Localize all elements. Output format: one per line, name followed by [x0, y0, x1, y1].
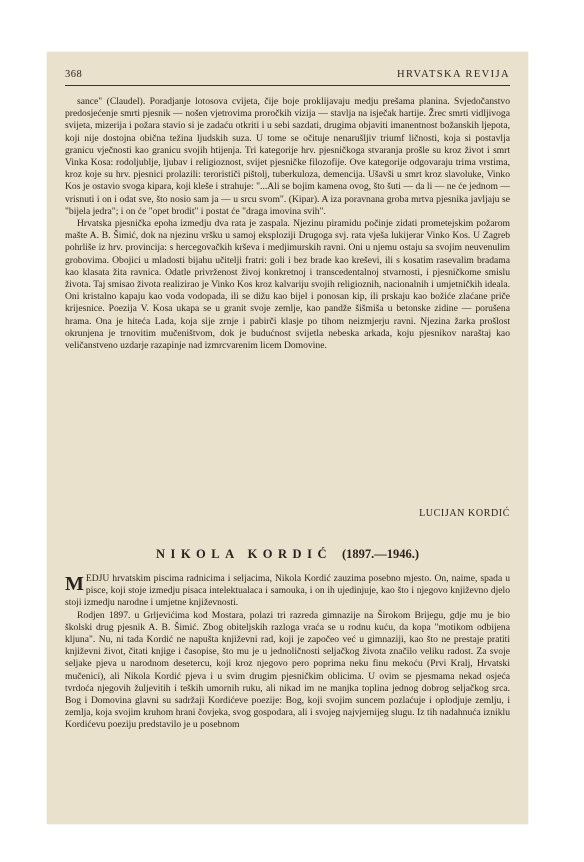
page-number: 368	[65, 69, 83, 80]
drop-cap: M	[65, 573, 84, 595]
running-header	[65, 69, 510, 85]
article-body-kordic	[65, 573, 510, 732]
journal-title: HRVATSKA REVIJA	[396, 69, 510, 80]
section-heading	[47, 547, 528, 562]
book-page	[47, 52, 528, 824]
first-paragraph-text: EDJU hrvatskim piscima radnicima i seljacima, Nikola Kordić zauzima posebno mjesto. On, naime, spada u pisce, koji stoje izmedju pisaca intelektualaca i samouka, i on ih ujedinjuje, kao što i njegovo književno djelo stoji izmedju narodne i umjetne književnosti.	[65, 573, 510, 609]
paragraph: sance" (Claudel). Poradjanje lotosova cvijeta, čije boje proklijavaju medju prešama planina. Svjedočanstvo predosjećenje smrti pjesnik — nošen vjetrovima proročkih vizija — stavlja na isječak hartije. Žrec smrti vidljivoga svijeta, mizerija i požara stavio si je zadaću otkriti i u sebi sazdati, drugima objaviti imanentnost božanskih ljepota, koji nije dostojna obična težina ljudskih suza. U tome se očituje nenarušljiv triumf ličnosti, koja si postavlja granicu vječnosti kao granicu svojih htijenja. Tri kategorije hrv. pjesničkoga stvaranja prošle su kroz život i smrt Vinka Kosa: rodoljublje, ljubav i religioznost, svijet pjesničke filozofije. Ove kategorije odgovaraju trima vrstima, kroz koje su hrv. pjesnici prolazili: terorističi pištolj, tuberkuloza, demencija. Ušavši u smrt kroz slavoluke, Vinko Kos je ostavio svoga kipara, koji kleše i strahuje: "...Ali se bojim kamena ovog, što šuti — da li — ne će jednom — vrisnuti i on i odat sve, što nosio sam ja — u srcu svom". (Kipar). A iza poravnana groba mrtva pjesnika javljaju se "bijela jedra"; i on će "opet brodit" i postat će "draga imovina svih".	[65, 96, 510, 217]
paragraph: Rodjen 1897. u Grljevićima kod Mostara, polazi tri razreda gimnazije na Širokom Brijegu, gdje mu je bio školski drug pjesnik A. B. Šimić. Zbog obiteljskih razloga vraća se u rodnu kuću, da kopa "motikom odbijena kljuna". Nu, ni tada Kordić ne napušta književni rad, koji je započeo već u gimnaziji, kao što ne prestaje pratiti književni život, čitati knjige i časopise, što mu je u jednoličnosti seljačkog života značilo veliku radost. Za svoje seljake pjeva u narodnom desetercu, koji kroz njegovo pero poprima neku finu mekoću (Prvi Kralj, Hrvatski mučenici), ali Nikola Kordić pjeva i u svim drugim pjesničkim oblicima. U ovim se pjesmama nekad osjeća tvrdoća njegovih žuljevitih i teških umornih ruku, ali nikad im ne manjka toplina jednog dobrog seljačkog srca. Bog i Domovina glavni su sadržaji Kordićeve poezije: Bog, koji svojim suncem pozlaćuje i oplodjuje zemlju, i zemlja, koja svojim kruhom hrani čovjeka, svog gospodara, ali i svojeg najvjernijeg slugu. Iz tih nadahnuća izniklu Kordićevu poeziju predstavilo je u posebnom	[65, 609, 510, 731]
heading-years: (1897.—1946.)	[341, 547, 420, 561]
paragraph	[65, 573, 510, 610]
article-body-kos	[65, 96, 510, 352]
paragraph: Hrvatska pjesnička epoha izmedju dva rata je zaspala. Njezinu piramidu počinje zidati prometejskim požarom mašte A. B. Šimić, dok na njezinu vršku u samoj eksploziji Drugoga svj. rata vješa lukijerar Vinko Kos. U Zagreb pohrliše iz hrv. provincija: s hercegovačkih krševa i medjimurskih ravni. Oni u njemu ostaju sa svojim neuvenulim grobovima. Obojici u mladosti bijahu učitelji fratri: goli i bez brade kao kreševi, ili s kosatim rasevalim bradama kao klasata žita ravnica. Odatle privrženost živoj konkretnoj i transcedentalnoj stvarnosti, i pjesničkome smislu života. Taj smisao života realizirao je Vinko Kos kroz kalvariju svojih religioznih, nacionalnih i umjetničkih ideala. Oni kristalno kapaju kao voda vodopada, ili se dižu kao bijel i ponosan kip, ili prskaju kao božiće zlaćane priče krijesnice. Poezija V. Kosa ukapa se u granit svoje zemlje, kao pandže šišmiša u betonske zidine — porušena hrama. Ona je hiteća Lada, koja sije zrnje i pabirči klasje po tihom neizmjerju ravni. Njezina žarka prošlost okrunjena je trnovitim mučeništvom, dok je budućnost svijetla nebeska arkada, koju pjesnikov naraštaj kao veličanstveno uzdarje razapinje nad izmrcvarenim licem Domovine.	[65, 218, 510, 352]
heading-name: NIKOLA KORDIĆ	[155, 547, 332, 561]
author-signature: LUCIJAN KORDIĆ	[419, 508, 510, 519]
header-rule	[65, 85, 510, 86]
